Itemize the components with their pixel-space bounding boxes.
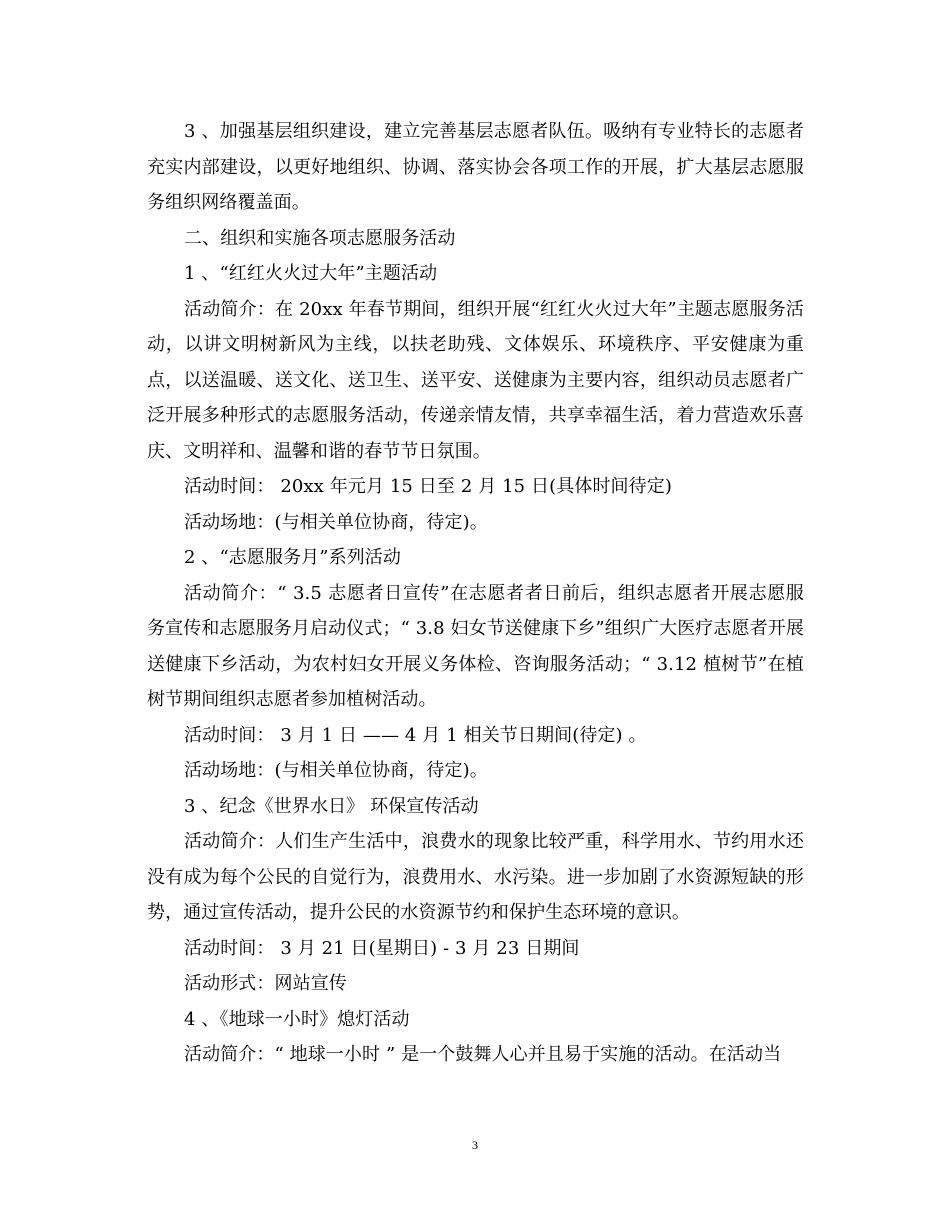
activity-1-intro: 活动简介：在 20xx 年春节期间，组织开展“红红火火过大年”主题志愿服务活动，以讲文明树新风为主线，以扶老助残、文体娱乐、环境秩序、平安健康为重点，以送温暖、送文化、送卫生、送平安、送健康为主要内容，组织动员志愿者广泛开展多种形式的志愿服务活动，传递亲情友情，共享幸福生活，着力营造欢乐喜庆、文明祥和、温馨和谐的春节节日氛围。	[147, 298, 804, 462]
paragraph-base-organization: 3 、加强基层组织建设，建立完善基层志愿者队伍。吸纳有专业特长的志愿者充实内部建设，以更好地组织、协调、落实协会各项工作的开展，扩大基层志愿服务组织网络覆盖面。	[147, 121, 804, 213]
activity-1-venue: 活动场地：(与相关单位协商，待定)。	[184, 511, 488, 533]
document-body	[147, 114, 804, 1073]
activity-2-intro: 活动简介：“ 3.5 志愿者日宣传”在志愿者者日前后，组织志愿者开展志愿服务宣传和志愿服务月启动仪式；“ 3.8 妇女节送健康下乡”组织广大医疗志愿者开展送健康下乡活动，为农村妇女开展义务体检、咨询服务活动；“ 3.12 植树节”在植树节期间组织志愿者参加植树活动。	[147, 582, 804, 710]
activity-2-venue: 活动场地：(与相关单位协商，待定)。	[184, 760, 488, 781]
activity-2-title: 2 、“志愿服务月”系列活动	[184, 547, 401, 568]
activity-3-intro: 活动简介：人们生产生活中，浪费水的现象比较严重，科学用水、节约用水还没有成为每个公民的自觉行为，浪费用水、水污染。进一步加剧了水资源短缺的形势，通过宣传活动，提升公民的水资源节约和保护生态环境的意识。	[147, 831, 804, 923]
activity-3-format: 活动形式：网站宣传	[184, 973, 347, 994]
section-heading-activities: 二、组织和实施各项志愿服务活动	[184, 227, 456, 249]
activity-3-time: 活动时间： 3 月 21 日(星期日) - 3 月 23 日期间	[184, 937, 580, 959]
activity-3-title: 3 、纪念《世界水日》 环保宣传活动	[184, 795, 479, 817]
activity-4-intro: 活动简介：“ 地球一小时 ” 是一个鼓舞人心并且易于实施的活动。在活动当	[184, 1044, 782, 1065]
page-number: 3	[472, 1138, 478, 1152]
activity-2-time: 活动时间： 3 月 1 日 —— 4 月 1 相关节日期间(待定) 。	[184, 724, 647, 746]
activity-1-title: 1 、“红红火火过大年”主题活动	[184, 263, 438, 284]
activity-4-title: 4 、《地球一小时》熄灯活动	[184, 1008, 410, 1030]
activity-1-time: 活动时间： 20xx 年元月 15 日至 2 月 15 日(具体时间待定)	[184, 476, 672, 497]
